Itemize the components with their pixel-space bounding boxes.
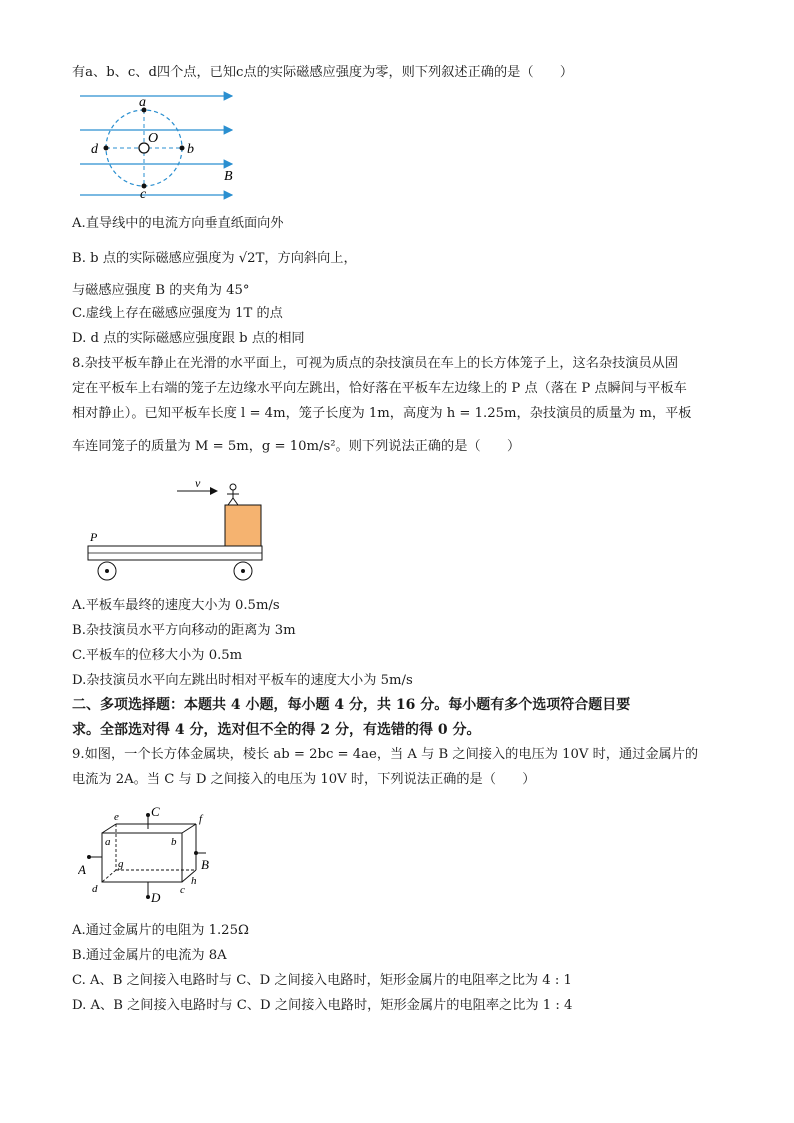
label-field-b: B bbox=[224, 169, 233, 184]
section2-heading-line2: 求。全部选对得 4 分，选对但不全的得 2 分，有选错的得 0 分。 bbox=[72, 722, 481, 738]
magnetic-field-figure bbox=[72, 88, 247, 200]
q7-option-a: A.直导线中的电流方向垂直纸面向外 bbox=[72, 216, 284, 231]
svg-text:C: C bbox=[151, 805, 160, 819]
svg-text:g: g bbox=[118, 858, 124, 870]
q9-stem-line1: 9.如图，一个长方体金属块，棱长 ab = 2bc = 4ae，当 A 与 B 之间接入的电压为 10V 时，通过金属片的 bbox=[72, 747, 699, 762]
cage-box bbox=[225, 505, 261, 546]
q9-option-b: B.通过金属片的电流为 8A bbox=[72, 948, 227, 963]
label-d: d bbox=[91, 142, 98, 157]
q7-option-d: D. d 点的实际磁感应强度跟 b 点的相同 bbox=[72, 331, 305, 346]
front-face bbox=[102, 833, 182, 882]
svg-text:e: e bbox=[114, 811, 119, 823]
label-a: a bbox=[139, 95, 146, 110]
q8-option-d: D.杂技演员水平向左跳出时相对平板车的速度大小为 5m/s bbox=[72, 673, 413, 688]
section2-heading-line1: 二、多项选择题：本题共 4 小题，每小题 4 分，共 16 分。每小题有多个选项符合题目要 bbox=[72, 697, 631, 713]
q8-stem-line2: 定在平板车上右端的笼子左边缘水平向左跳出，恰好落在平板车左边缘上的 P 点（落在 P 点瞬间与平板车 bbox=[72, 381, 687, 396]
svg-text:h: h bbox=[191, 875, 197, 887]
label-o: O bbox=[148, 131, 159, 146]
q9-option-a: A.通过金属片的电阻为 1.25Ω bbox=[72, 923, 249, 938]
svg-text:D: D bbox=[151, 890, 161, 905]
q8-stem-line3: 相对静止）。已知平板车长度 l = 4m，笼子长度为 1m，高度为 h = 1.25m，杂技演员的质量为 m，平板 bbox=[72, 406, 692, 421]
svg-text:a: a bbox=[105, 836, 111, 848]
q9-stem-line2: 电流为 2A。当 C 与 D 之间接入的电压为 10V 时，下列说法正确的是（ ） bbox=[72, 772, 536, 787]
label-c: c bbox=[140, 187, 147, 200]
q8-option-c: C.平板车的位移大小为 0.5m bbox=[72, 648, 243, 663]
svg-text:b: b bbox=[171, 836, 177, 848]
svg-text:d: d bbox=[92, 883, 98, 895]
q7-stem: 有a、b、c、d四个点，已知c点的实际磁感应强度为零，则下列叙述正确的是（ ） bbox=[72, 65, 574, 80]
metal-block-figure bbox=[78, 805, 218, 910]
point-b bbox=[180, 146, 185, 151]
q8-stem-line4: 车连同笼子的质量为 M = 5m，g = 10m/s²。则下列说法正确的是（ ） bbox=[72, 439, 521, 454]
acrobat-head bbox=[230, 484, 236, 490]
label-p: P bbox=[90, 530, 98, 544]
q9-option-c: C. A、B 之间接入电路时与 C、D 之间接入电路时，矩形金属片的电阻率之比为 4 : 1 bbox=[72, 973, 572, 988]
q7-option-b-line2: 与磁感应强度 B 的夹角为 45° bbox=[72, 283, 250, 298]
q8-option-a: A.平板车最终的速度大小为 0.5m/s bbox=[72, 598, 280, 613]
svg-text:f: f bbox=[199, 813, 203, 825]
svg-text:B: B bbox=[201, 857, 209, 872]
q9-option-d: D. A、B 之间接入电路时与 C、D 之间接入电路时，矩形金属片的电阻率之比为 1 : 4 bbox=[72, 998, 573, 1013]
point-d bbox=[104, 146, 109, 151]
label-v: v bbox=[195, 478, 201, 490]
svg-text:c: c bbox=[180, 884, 185, 896]
q7-option-c: C.虚线上存在磁感应强度为 1T 的点 bbox=[72, 306, 283, 321]
q7-option-b-line1: B. b 点的实际磁感应强度为 √2T，方向斜向上， bbox=[72, 251, 357, 266]
q8-option-b: B.杂技演员水平方向移动的距离为 3m bbox=[72, 623, 296, 638]
cart-figure bbox=[85, 478, 270, 586]
label-b: b bbox=[187, 142, 194, 157]
q8-stem-line1: 8.杂技平板车静止在光滑的水平面上，可视为质点的杂技演员在车上的长方体笼子上，这名杂技演员从固 bbox=[72, 356, 679, 371]
svg-text:A: A bbox=[78, 862, 86, 877]
